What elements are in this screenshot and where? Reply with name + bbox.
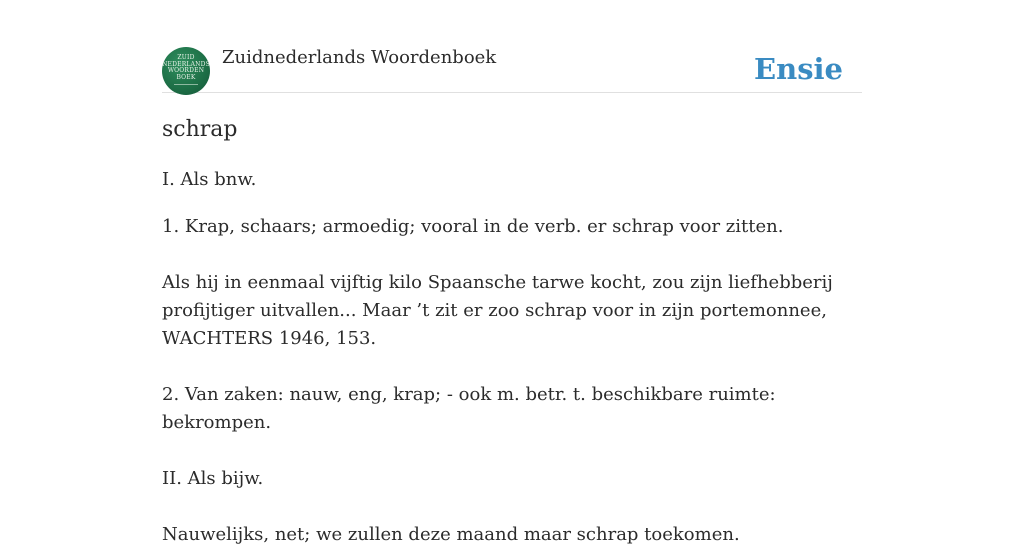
entry-content <box>162 114 852 549</box>
definition-sense: 2. Van zaken: nauw, eng, krap; - ook m. betr. t. beschikbare ruimte: bekrompen. <box>162 384 776 433</box>
spacer <box>162 437 852 465</box>
logo-text-line: WOORDEN <box>167 67 205 74</box>
example-quote: Als hij in eenmaal vijftig kilo Spaansche tarwe kocht, zou zijn liefhebberij profijtiger uitvallen... Maar ’t zit er zoo schrap voor in zijn portemonnee, WACHTERS 1946, 153. <box>162 272 833 349</box>
logo-text-line: NEDERLANDS <box>162 60 210 68</box>
brand-logo-link[interactable]: Ensie <box>754 52 843 86</box>
spacer <box>162 194 852 213</box>
logo-rule <box>174 84 198 85</box>
logo[interactable] <box>162 47 210 95</box>
headword: schrap <box>162 117 238 142</box>
definition-sense: Nauwelijks, net; we zullen deze maand maar schrap toekomen. <box>162 524 740 545</box>
spacer <box>162 493 852 521</box>
section-title: I. Als bnw. <box>162 169 257 190</box>
site-title-link[interactable]: Zuidnederlands Woordenboek <box>222 47 497 68</box>
spacer <box>162 353 852 381</box>
section-title: II. Als bijw. <box>162 468 264 489</box>
spacer <box>162 241 852 269</box>
definition-sense: 1. Krap, schaars; armoedig; vooral in de verb. er schrap voor zitten. <box>162 216 784 237</box>
logo-text-line: ZUID <box>177 54 195 61</box>
site-header <box>162 44 862 93</box>
logo-text <box>162 55 210 81</box>
logo-text-line: BOEK <box>176 73 196 81</box>
